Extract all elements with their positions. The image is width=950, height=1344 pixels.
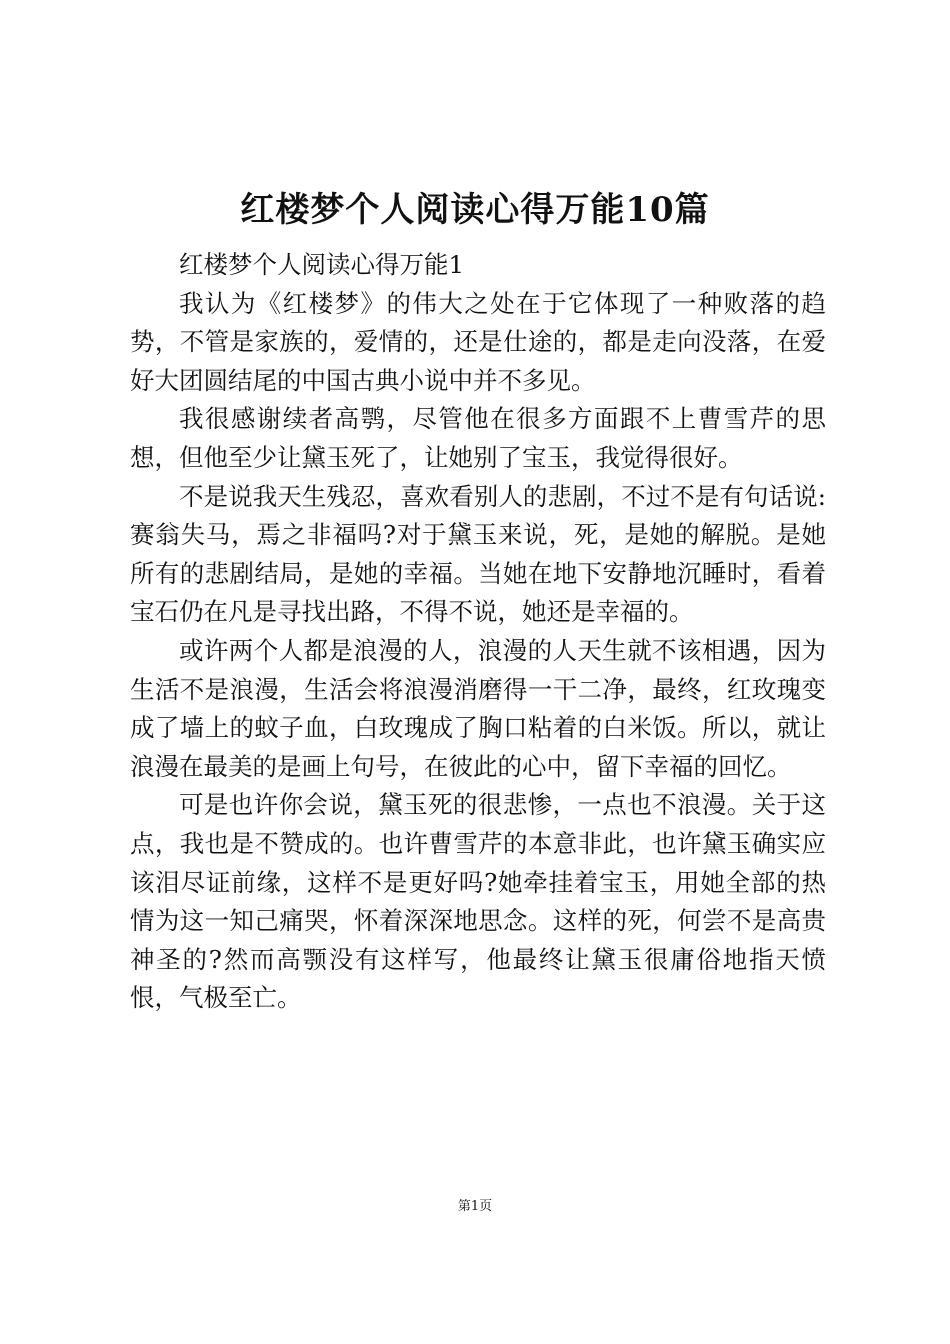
paragraph-5: 可是也许你会说，黛玉死的很悲惨，一点也不浪漫。关于这点，我也是不赞成的。也许曹雪芹的本意非此，也许黛玉确实应该泪尽证前缘，这样不是更好吗?她牵挂着宝玉，用她全部的热情为这一知己痛哭，怀着深深地思念。这样的死，何尝不是高贵神圣的?然而高颚没有这样写，他最终让黛玉很庸俗地指天愤恨，气极至亡。 [130, 790, 826, 1013]
document-title: 红楼梦个人阅读心得万能10篇 [240, 190, 710, 230]
page-number: 第1页 [457, 1199, 493, 1214]
paragraph-4: 或许两个人都是浪漫的人，浪漫的人天生就不该相遇，因为生活不是浪漫，生活会将浪漫消磨得一干二净，最终，红玫瑰变成了墙上的蚊子血，白玫瑰成了胸口粘着的白米饭。所以，就让浪漫在最美的是画上句号，在彼此的心中，留下幸福的回忆。 [130, 635, 826, 781]
paragraph-3: 不是说我天生残忍，喜欢看别人的悲剧，不过不是有句话说:赛翁失马，焉之非福吗?对于黛玉来说，死，是她的解脱。是她所有的悲剧结局，是她的幸福。当她在地下安静地沉睡时，看着宝石仍在凡是寻找出路，不得不说，她还是幸福的。 [130, 481, 826, 627]
document-body [130, 246, 826, 1018]
section-heading: 红楼梦个人阅读心得万能1 [179, 250, 465, 279]
paragraph-1: 我认为《红楼梦》的伟大之处在于它体现了一种败落的趋势，不管是家族的，爱情的，还是仕途的，都是走向没落，在爱好大团圆结尾的中国古典小说中并不多见。 [130, 288, 826, 395]
paragraph-2: 我很感谢续者高鹗，尽管他在很多方面跟不上曹雪芹的思想，但他至少让黛玉死了，让她别了宝玉，我觉得很好。 [130, 404, 826, 472]
